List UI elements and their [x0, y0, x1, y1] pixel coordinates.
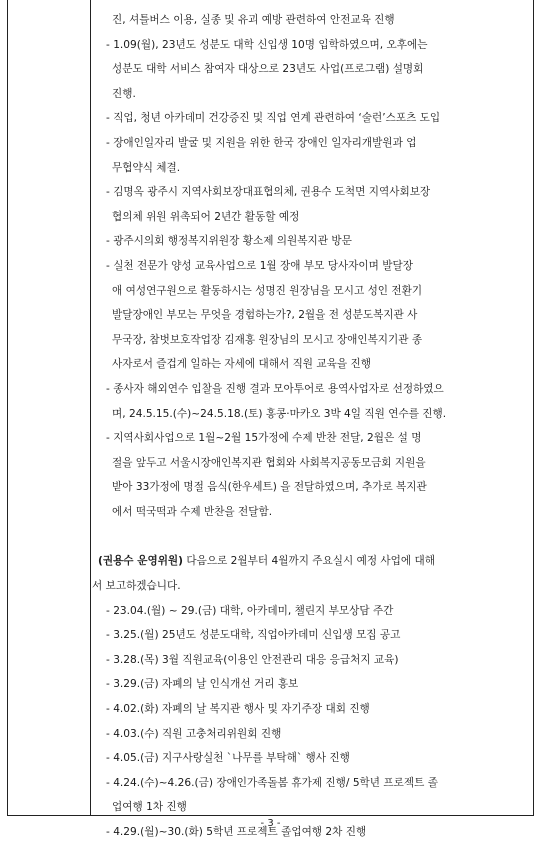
- list-item: - 3.28.(목) 3월 직원교육(이용인 안전관리 대응 응급처지 교육): [106, 653, 399, 666]
- text-line: 무국장, 참벗보호작업장 김재홍 원장님의 모시고 장애인복지기관 종: [112, 333, 423, 346]
- text-line: 며, 24.5.15.(수)~24.5.18.(토) 홍콩·마카오 3박 4일 직원 연수를 진행.: [112, 407, 447, 420]
- list-item: - 김명옥 광주시 지역사회보장대표협의체, 권용수 도척면 지역사회보장: [106, 186, 431, 199]
- list-item: - 23.04.(월) ~ 29.(금) 대학, 아카데미, 챌린지 부모상담 주간: [106, 604, 394, 617]
- list-item: - 직업, 청년 아카데미 건강증진 및 직업 연계 관련하여 ‘술런’스포츠 도입: [106, 112, 441, 125]
- list-item: - 3.29.(금) 자폐의 날 인식개선 거리 홍보: [106, 678, 299, 691]
- list-item: - 4.24.(수)~4.26.(금) 장애인가족돌봄 휴가제 진행/ 5학년 프로젝트 졸: [106, 776, 438, 789]
- page-number: - 3 -: [260, 818, 281, 829]
- paragraph-gap: [92, 524, 522, 549]
- list-item: - 광주시의회 행정복지위원장 황소제 의원복지관 방문: [106, 235, 352, 248]
- text-line: 받아 33가정에 명절 음식(한우세트) 을 전달하였으며, 추가로 복지관: [112, 481, 427, 494]
- text-line: 진, 셔틀버스 이용, 실종 및 유괴 예방 관련하여 안전교육 진행: [112, 14, 395, 26]
- left-column: [7, 0, 91, 815]
- speaker-label: (권용수 운영위원): [98, 555, 184, 568]
- text-line: 진행.: [112, 87, 136, 100]
- text-line: 절을 앞두고 서울시장애인복지관 협회와 사회복지공동모금회 지원을: [112, 456, 426, 469]
- list-item: - 4.05.(금) 지구사랑실천 `나무를 부탁해` 행사 진행: [106, 752, 350, 765]
- list-item: - 실천 전문가 양성 교육사업으로 1월 장애 부모 당사자이며 발달장: [106, 259, 413, 272]
- list-item: - 장애인일자리 발굴 및 지원을 위한 한국 장애인 일자리개발원과 업: [106, 136, 417, 149]
- text-line: 에서 떡국떡과 수제 반찬을 전달함.: [112, 505, 273, 518]
- text-line: 발달장애인 부모는 무엇을 경험하는가?, 2월을 전 성분도복지관 사: [112, 309, 418, 322]
- speech-text: 다음으로 2월부터 4월까지 주요실시 예정 사업에 대해: [183, 555, 435, 568]
- list-item: - 종사자 해외연수 입찰을 진행 결과 모아투어로 용역사업자로 선정하였으: [106, 382, 444, 395]
- list-item: - 1.09(월), 23년도 성분도 대학 신입생 10명 입학하였으며, 오후에는: [106, 38, 428, 51]
- speech-line: [92, 549, 522, 574]
- text-line: 무협약식 체결.: [112, 161, 181, 174]
- text-line: 애 여성연구원으로 활동하시는 성명진 원장님을 모시고 성인 전환기: [112, 284, 423, 297]
- document-body: [92, 8, 522, 845]
- text-line: 성분도 대학 서비스 참여자 대상으로 23년도 사업(프로그램) 설명회: [112, 63, 424, 76]
- list-item: - 지역사회사업으로 1월~2월 15가정에 수제 반찬 전달, 2월은 설 명: [106, 432, 422, 445]
- list-item: - 3.25.(월) 25년도 성분도대학, 직업아카데미 신입생 모집 공고: [106, 629, 401, 642]
- list-item: - 4.02.(화) 자폐의 날 복지관 행사 및 자기주장 대회 진행: [106, 703, 370, 716]
- text-line: 협의체 위원 위촉되어 2년간 활동할 예정: [112, 210, 300, 223]
- speech-line-continued: 서 보고하겠습니다.: [92, 580, 181, 593]
- list-item: - 4.29.(월)~30.(화) 5학년 프로젝트 졸업여행 2차 진행: [106, 826, 367, 838]
- text-line: 사자로서 즐겁게 일하는 자세에 대해서 직원 교육을 진행: [112, 358, 371, 371]
- text-line: 업여행 1차 진행: [112, 801, 187, 814]
- list-item: - 4.03.(수) 직원 고충처리위원회 진행: [106, 727, 282, 740]
